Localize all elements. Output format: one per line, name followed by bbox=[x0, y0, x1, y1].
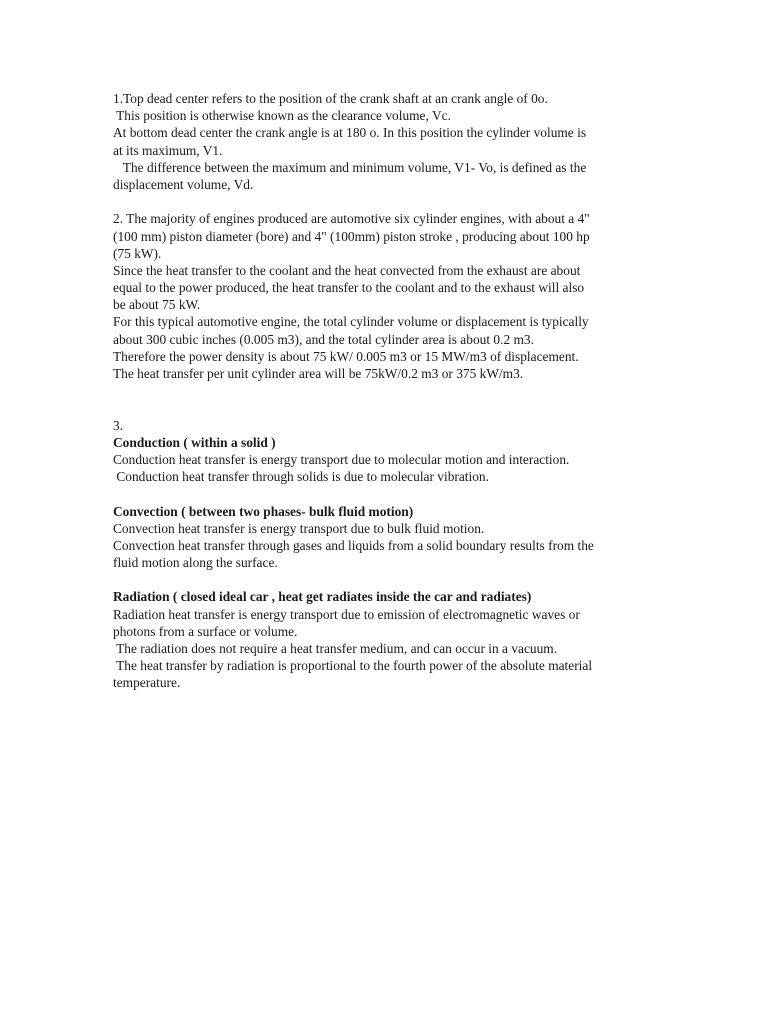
conduction-heading: Conduction ( within a solid ) bbox=[113, 434, 276, 450]
text-line: Convection heat transfer is energy transport due to bulk fluid motion. bbox=[113, 520, 485, 536]
text-line: about 300 cubic inches (0.005 m3), and the total cylinder area is about 0.2 m3. bbox=[113, 331, 534, 347]
section-number: 3. bbox=[113, 417, 124, 433]
text-line: The radiation does not require a heat transfer medium, and can occur in a vacuum. bbox=[113, 641, 558, 656]
text-line: Convection heat transfer through gases and liquids from a solid boundary results from the bbox=[113, 537, 594, 553]
document-body bbox=[113, 90, 658, 692]
text-line: at its maximum, V1. bbox=[113, 142, 223, 158]
paragraph-gap bbox=[113, 193, 658, 210]
paragraph-gap bbox=[113, 399, 658, 416]
text-line: be about 75 kW. bbox=[113, 297, 201, 313]
text-line: Since the heat transfer to the coolant and the heat convected from the exhaust are about bbox=[113, 262, 581, 278]
text-line: The heat transfer per unit cylinder area will be 75kW/0.2 m3 or 375 kW/m3. bbox=[113, 366, 524, 381]
paragraph-gap bbox=[113, 485, 658, 502]
text-line: Therefore the power density is about 75 kW/ 0.005 m3 or 15 MW/m3 of displacement. bbox=[113, 348, 579, 364]
text-line: This position is otherwise known as the clearance volume, Vc. bbox=[113, 108, 451, 124]
section-1 bbox=[113, 90, 658, 193]
text-line: Conduction heat transfer through solids is due to molecular vibration. bbox=[113, 469, 489, 485]
text-line: (100 mm) piston diameter (bore) and 4" (100mm) piston stroke , producing about 100 hp bbox=[113, 228, 590, 244]
text-line: 1.Top dead center refers to the position of the crank shaft at an crank angle of 0o. bbox=[113, 91, 548, 106]
text-line: temperature. bbox=[113, 675, 181, 691]
text-line: photons from a surface or volume. bbox=[113, 623, 298, 639]
text-line: Radiation heat transfer is energy transport due to emission of electromagnetic waves or bbox=[113, 606, 580, 622]
radiation-heading: Radiation ( closed ideal car , heat get radiates inside the car and radiates) bbox=[113, 589, 532, 605]
text-line: Conduction heat transfer is energy transport due to molecular motion and interaction. bbox=[113, 451, 570, 467]
section-3 bbox=[113, 417, 658, 692]
convection-heading: Convection ( between two phases- bulk fluid motion) bbox=[113, 503, 414, 519]
section-2 bbox=[113, 210, 658, 382]
text-line: (75 kW). bbox=[113, 245, 162, 261]
text-line: At bottom dead center the crank angle is at 180 o. In this position the cylinder volume is bbox=[113, 125, 587, 141]
text-line: equal to the power produced, the heat transfer to the coolant and to the exhaust will also bbox=[113, 280, 585, 296]
text-line: The heat transfer by radiation is proportional to the fourth power of the absolute material bbox=[113, 658, 593, 674]
text-line: displacement volume, Vd. bbox=[113, 176, 254, 192]
text-line: For this typical automotive engine, the total cylinder volume or displacement is typically bbox=[113, 314, 589, 330]
text-line: The difference between the maximum and minimum volume, V1- Vo, is defined as the bbox=[113, 159, 587, 175]
paragraph-gap bbox=[113, 571, 658, 588]
text-line: 2. The majority of engines produced are automotive six cylinder engines, with about a 4" bbox=[113, 211, 590, 227]
text-line: fluid motion along the surface. bbox=[113, 555, 278, 571]
paragraph-gap bbox=[113, 382, 658, 399]
